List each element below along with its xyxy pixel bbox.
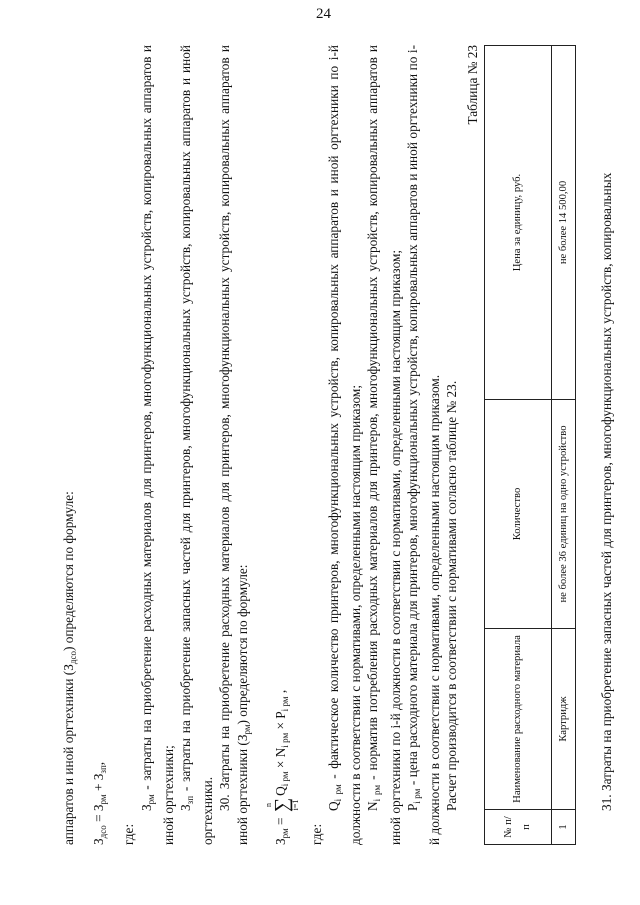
- table-header-row: [484, 46, 551, 845]
- page-number: 24: [316, 6, 331, 22]
- consumables-table: [484, 45, 576, 845]
- def-zrm: $З_{рм}$ - затраты на приобретение расходных материалов для принтеров, многофункциональных устройств, копировальных аппаратов и иной оргтехники;: [138, 45, 176, 845]
- paragraph-31: 31. Затраты на приобретение запасных частей для принтеров, многофункциональных устройств, копировальных: [598, 172, 614, 811]
- table-caption: Таблица № 23: [465, 45, 481, 125]
- header-qty: Количество: [484, 400, 551, 629]
- header-price: Цена за единицу, руб.: [484, 46, 551, 400]
- where-label-2: где:: [308, 823, 324, 845]
- header-num: № п/п: [484, 810, 551, 845]
- paragraph-30: 30. Затраты на приобретение расходных материалов для принтеров, многофункциональных устройств, копировальных аппаратов и иной оргтехники $(З_{рм})$ определяются по формуле:: [217, 45, 252, 845]
- header-name: Наименование расходного материала: [484, 629, 551, 810]
- formula-dso: $З_{дсо} = З_{рм} + З_{зп}$,: [91, 761, 109, 845]
- cell-price: не более 14 500,00: [551, 46, 575, 400]
- where-label: где:: [121, 823, 137, 845]
- calc-note: Расчет производится в соответствии с нормативами согласно таблице № 23.: [444, 380, 460, 811]
- intro-line: аппаратов и иной оргтехники $(З_{дсо})$ определяются по формуле:: [61, 491, 78, 845]
- rotated-page-body: [60, 44, 614, 845]
- sum-sign: n ∑ i=1: [263, 797, 300, 813]
- def-n: $N_{i рм}$ - норматив потребления расходных материалов для принтеров, многофункциональных устройств, копировальных аппаратов и иной оргтехники по i-й должности в соответствии с нормативами, определенными настоящим приказом;: [365, 45, 403, 845]
- cell-num: 1: [551, 810, 575, 845]
- cell-name: Картридж: [551, 629, 575, 810]
- def-zzp: $З_{зп}$ - затраты на приобретение запасных частей для принтеров, многофункциональных устройств, копировальных аппаратов и иной оргтехники.: [178, 45, 216, 845]
- formula-rm: $З_{рм}$ = n ∑ i=1 $Q_{i рм} \times N_{i рм} \times P_{i рм}$ ,: [263, 689, 300, 845]
- cell-qty: не более 36 единиц на одно устройство: [551, 400, 575, 629]
- table-row: [551, 46, 575, 845]
- def-p: $P_{i рм}$ - цена расходного материала для принтеров, многофункциональных устройств, копировальных аппаратов и иной оргтехники по i-й должности в соответствии с нормативами, определенными настоящим приказом.: [404, 44, 443, 845]
- def-q: $Q_{i рм}$ - фактическое количество принтеров, многофункциональных устройств, копировальных аппаратов и иной оргтехники по i-й должности в соответствии с нормативами, определенными настоящим приказом;: [326, 45, 364, 845]
